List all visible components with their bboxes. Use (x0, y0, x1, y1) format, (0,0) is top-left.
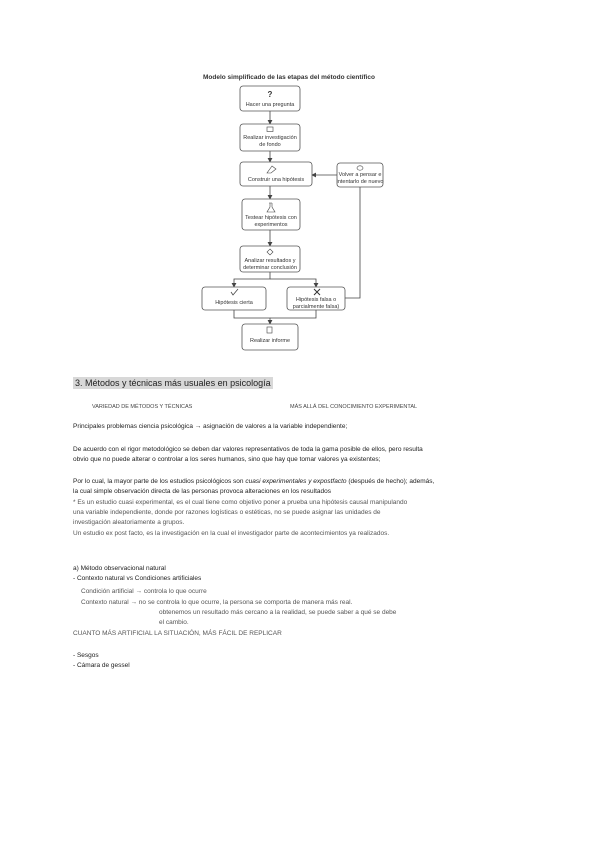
lo-cual-line-2: la cual simple observación directa de las personas provoca alteraciones en los resultados (73, 488, 331, 495)
column-label-left: VARIEDAD DE MÉTODOS Y TÉCNICAS (92, 404, 193, 410)
node-construir-hipotesis (240, 162, 312, 186)
contexto-natural-text: Contexto natural → no se controla lo que ocurre, la persona se comporta de manera más real. (81, 599, 353, 606)
acuerdo-line-1: De acuerdo con el rigor metodológico se deben dar valores representativos de toda la gama posible de ellos, pero resulta (73, 446, 423, 453)
node-label: Realizar informe (249, 338, 291, 344)
edge-analizar-falsa (270, 279, 316, 287)
node-label: Volver a pensar e (338, 172, 382, 178)
node-label: experimentos (254, 222, 288, 228)
cambio-text: el cambio. (159, 619, 189, 626)
node-label: Hipótesis cierta (215, 300, 253, 306)
question-icon: ? (267, 90, 273, 99)
diagram-title: Modelo simplificado de las etapas del método científico (203, 74, 375, 81)
lo-cual-pre: Por lo cual, la mayor parte de los estudios psicológicos son (73, 478, 246, 485)
node-testear-hipotesis (242, 199, 300, 230)
lo-cual-line-1 (73, 478, 434, 485)
section-heading: 3. Métodos y técnicas más usuales en psicología (75, 378, 271, 388)
node-label: Construir una hipótesis (247, 177, 305, 183)
node-hipotesis-falsa (287, 287, 345, 310)
nota-line-2: una variable independiente, donde por razones logísticas o estéticas, no se puede asignar las unidades de (73, 509, 381, 516)
node-realizar-investigacion (240, 124, 300, 151)
edge-falsa-informe (270, 310, 316, 318)
node-label: intentarlo de nuevo (336, 179, 384, 185)
nota-line-1: * Es un estudio cuasi experimental, es el cual tiene como objetivo poner a prueba una hipótesis causal manipulando (73, 499, 408, 506)
condicion-artificial-text: Condición artificial → controla lo que ocurre (81, 588, 207, 595)
node-label: Hacer una pregunta (245, 102, 295, 108)
problemas-text: Principales problemas ciencia psicológica → asignación de valores a la variable independiente; (73, 423, 348, 430)
node-label: Hipótesis falsa o (295, 297, 337, 303)
column-label-right: MÁS ALLÁ DEL CONOCIMIENTO EXPERIMENTAL (290, 404, 418, 410)
contexto-text: - Contexto natural vs Condiciones artificiales (73, 575, 202, 582)
node-label: Analizar resultados y (244, 258, 296, 264)
cuanto-text: CUANTO MÁS ARTIFICIAL LA SITUACIÓN, MÁS FÁCIL DE REPLICAR (73, 630, 282, 637)
node-label: Realizar investigación (243, 135, 297, 141)
nota-line-3: investigación aleatoriamente a grupos. (73, 519, 185, 526)
node-label: de fondo (259, 142, 281, 148)
node-volver-a-pensar (337, 163, 384, 187)
acuerdo-line-2: obvio que no puede alterar o controlar a los seres humanos, sino que hay que tomar valores ya existentes; (73, 456, 381, 463)
camara-text: - Cámara de gessel (73, 662, 130, 669)
metodo-title: a) Método observacional natural (73, 565, 166, 572)
edge-cierta-informe (234, 310, 270, 324)
edge-analizar-cierta (234, 272, 270, 287)
node-label: parcialmente falsa) (292, 304, 340, 310)
nota-line-4: Un estudio ex post facto, es la investigación en la cual el investigador parte de acontecimientos ya realizados. (73, 530, 390, 537)
sesgos-text: - Sesgos (73, 652, 99, 659)
lo-cual-em: cuasi experimentales y expostfacto (245, 478, 347, 485)
node-realizar-informe (242, 324, 298, 350)
node-label: determinar conclusión (243, 265, 297, 271)
node-hacer-pregunta (240, 86, 300, 111)
edge-falsa-volver (345, 187, 360, 298)
lo-cual-post: (después de hecho); además, (346, 478, 435, 485)
obtenemos-text: obtenemos un resultado más cercano a la realidad, se puede saber a qué se debe (159, 609, 397, 616)
scientific-method-flowchart (0, 0, 600, 370)
node-analizar-resultados (240, 246, 300, 272)
node-label: Testear hipótesis con (245, 215, 297, 221)
node-hipotesis-cierta (202, 287, 266, 310)
